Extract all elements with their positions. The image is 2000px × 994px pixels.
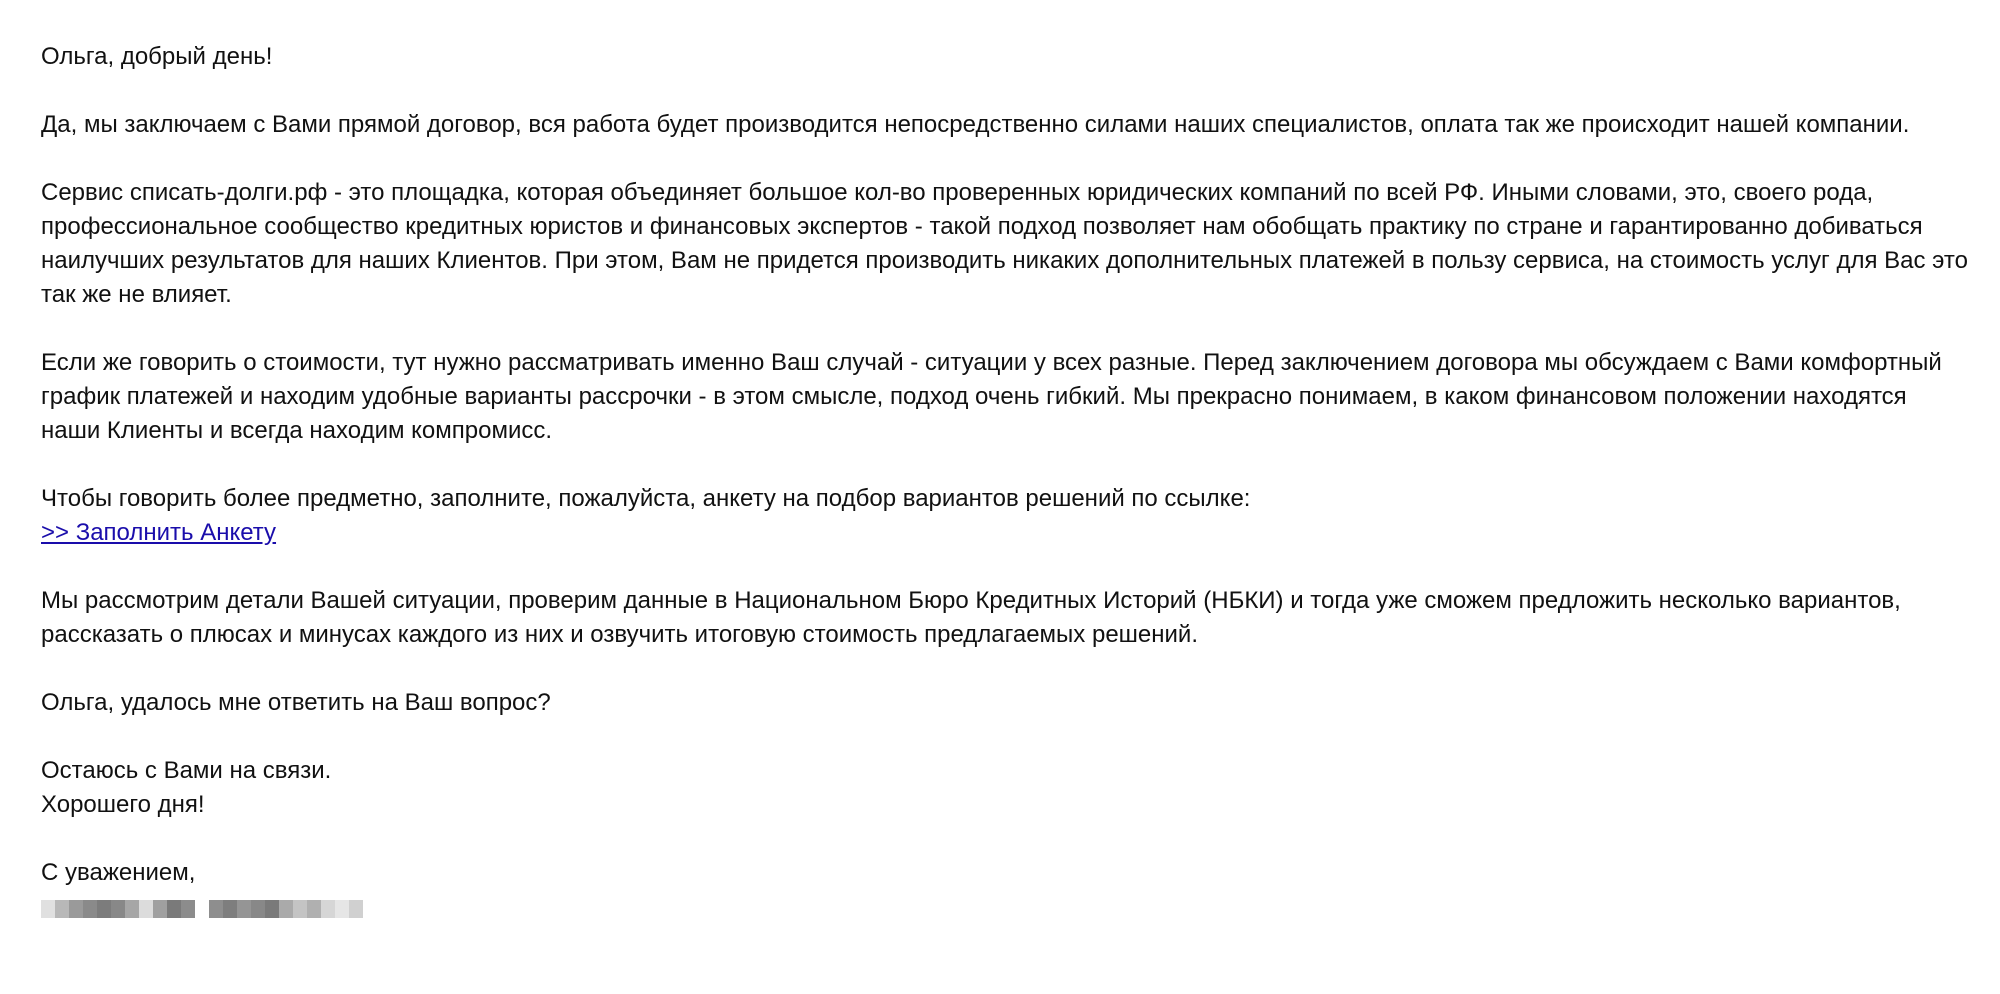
closing-line-1: Остаюсь с Вами на связи. (41, 757, 332, 784)
closing (41, 754, 1971, 822)
email-body (41, 40, 1971, 922)
paragraph-form (41, 482, 1971, 550)
form-prompt: Чтобы говорить более предметно, заполните, пожалуйста, анкету на подбор вариантов решений по ссылке: (41, 485, 1251, 512)
closing-line-2: Хорошего дня! (41, 791, 205, 818)
regards: С уважением, (41, 859, 196, 886)
pixelated-name (41, 896, 1971, 922)
paragraph-details: Мы рассмотрим детали Вашей ситуации, проверим данные в Национальном Бюро Кредитных Историй (НБКИ) и тогда уже сможем предложить несколько вариантов, рассказать о плюсах и минусах каждого из них и озвучить итоговую стоимость предлагаемых решений. (41, 587, 1901, 648)
pixelated-last-name (209, 900, 363, 918)
paragraph-service: Сервис списать-долги.рф - это площадка, которая объединяет большое кол-во проверенных юридических компаний по всей РФ. Иными словами, это, своего рода, профессиональное сообщество кредитных юристов и финансовых экспертов - такой подход позволяет нам обобщать практику по стране и гарантированно добиваться наилучших результатов для наших Клиентов. При этом, Вам не придется производить никаких дополнительных платежей в пользу сервиса, на стоимость услуг для Вас это так же не влияет. (41, 179, 1968, 308)
pixelated-first-name (41, 900, 195, 918)
question: Ольга, удалось мне ответить на Ваш вопрос? (41, 689, 551, 716)
paragraph-cost: Если же говорить о стоимости, тут нужно рассматривать именно Ваш случай - ситуации у всех разные. Перед заключением договора мы обсуждаем с Вами комфортный график платежей и находим удобные варианты рассрочки - в этом смысле, подход очень гибкий. Мы прекрасно понимаем, в каком финансовом положении находятся наши Клиенты и всегда находим компромисс. (41, 349, 1942, 444)
fill-form-link[interactable]: >> Заполнить Анкету (41, 519, 277, 546)
greeting: Ольга, добрый день! (41, 43, 273, 70)
signature (41, 856, 1971, 922)
paragraph-contract: Да, мы заключаем с Вами прямой договор, вся работа будет производится непосредственно силами наших специалистов, оплата так же происходит нашей компании. (41, 111, 1910, 138)
